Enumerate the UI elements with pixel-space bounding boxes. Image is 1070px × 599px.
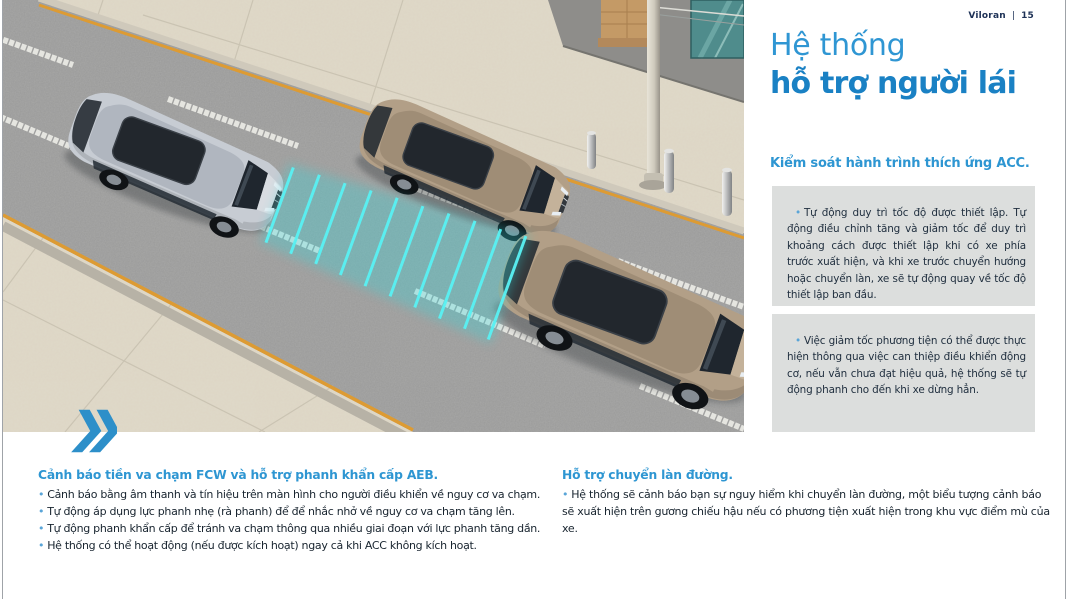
fcw-aeb-list [38, 486, 563, 554]
list-item-text: Tự động áp dụng lực phanh nhẹ (rà phanh) để để nhắc nhở về nguy cơ va chạm tăng lên. [47, 505, 515, 518]
acc-paragraph-2-text: Việc giảm tốc phương tiện có thể được thực hiện thông qua việc can thiệp điều khiển động cơ, nếu vẫn chưa đạt hiệu quả, hệ thống sẽ tự động phanh cho đến khi xe dừng hẳn. [787, 335, 1026, 397]
fcw-aeb-heading: Cảnh báo tiền va chạm FCW và hỗ trợ phanh khẩn cấp AEB. [38, 468, 439, 482]
lane-assist-heading: Hỗ trợ chuyển làn đường. [562, 468, 733, 482]
list-item-text: Cảnh báo bằng âm thanh và tín hiệu trên màn hình cho người điều khiển về nguy cơ va chạm. [47, 488, 541, 501]
page-title [770, 27, 1066, 104]
list-item [38, 486, 563, 503]
acc-illustration [3, 0, 744, 432]
running-header [968, 11, 1034, 21]
acc-paragraph-2 [772, 314, 1035, 399]
acc-section-heading: Kiểm soát hành trình thích ứng ACC. [770, 156, 1030, 171]
list-item [38, 537, 563, 554]
list-item [562, 486, 1054, 537]
list-item [38, 503, 563, 520]
bullet-icon: • [38, 505, 45, 518]
lane-assist-section [562, 468, 1054, 537]
acc-info-box-2 [772, 314, 1035, 432]
acc-paragraph-1-text: Tự động duy trì tốc độ được thiết lập. Tự động điều chỉnh tăng và giảm tốc để duy trì khoảng cách được thiết lập khi có xe phía trước xuất hiện, và khi xe trước chuyển hướng hoặc chuyển làn, xe sẽ tự động quay về tốc độ thiết lập ban đầu. [787, 207, 1026, 302]
list-item [38, 520, 563, 537]
brand-name: Viloran [968, 11, 1006, 21]
list-item-text: Hệ thống sẽ cảnh báo bạn sự nguy hiểm khi chuyển làn đường, một biểu tượng cảnh báo sẽ xuất hiện trên gương chiếu hậu nếu có phương tiện xuất hiện trong khu vực điểm mù của xe. [562, 488, 1050, 535]
list-item-text: Hệ thống có thể hoạt động (nếu được kích hoạt) ngay cả khi ACC không kích hoạt. [47, 539, 477, 552]
header-separator: | [1011, 11, 1016, 21]
lane-assist-list [562, 486, 1054, 537]
page-title-line2: hỗ trợ người lái [770, 66, 1017, 101]
page-number: 15 [1021, 11, 1034, 21]
acc-paragraph-1 [772, 186, 1035, 303]
acc-info-box-1 [772, 186, 1035, 306]
bullet-icon: • [38, 539, 45, 552]
fcw-aeb-section [38, 468, 563, 554]
bullet-icon: • [38, 522, 45, 535]
bullet-icon: • [795, 335, 801, 347]
bullet-icon: • [795, 207, 801, 219]
page-title-line1: Hệ thống [770, 28, 906, 63]
bullet-icon: • [562, 488, 569, 501]
double-chevron-right-icon [71, 406, 117, 456]
list-item-text: Tự động phanh khẩn cấp để tránh va chạm thông qua nhiều giai đoạn với lực phanh tăng dần. [47, 522, 541, 535]
bullet-icon: • [38, 488, 45, 501]
